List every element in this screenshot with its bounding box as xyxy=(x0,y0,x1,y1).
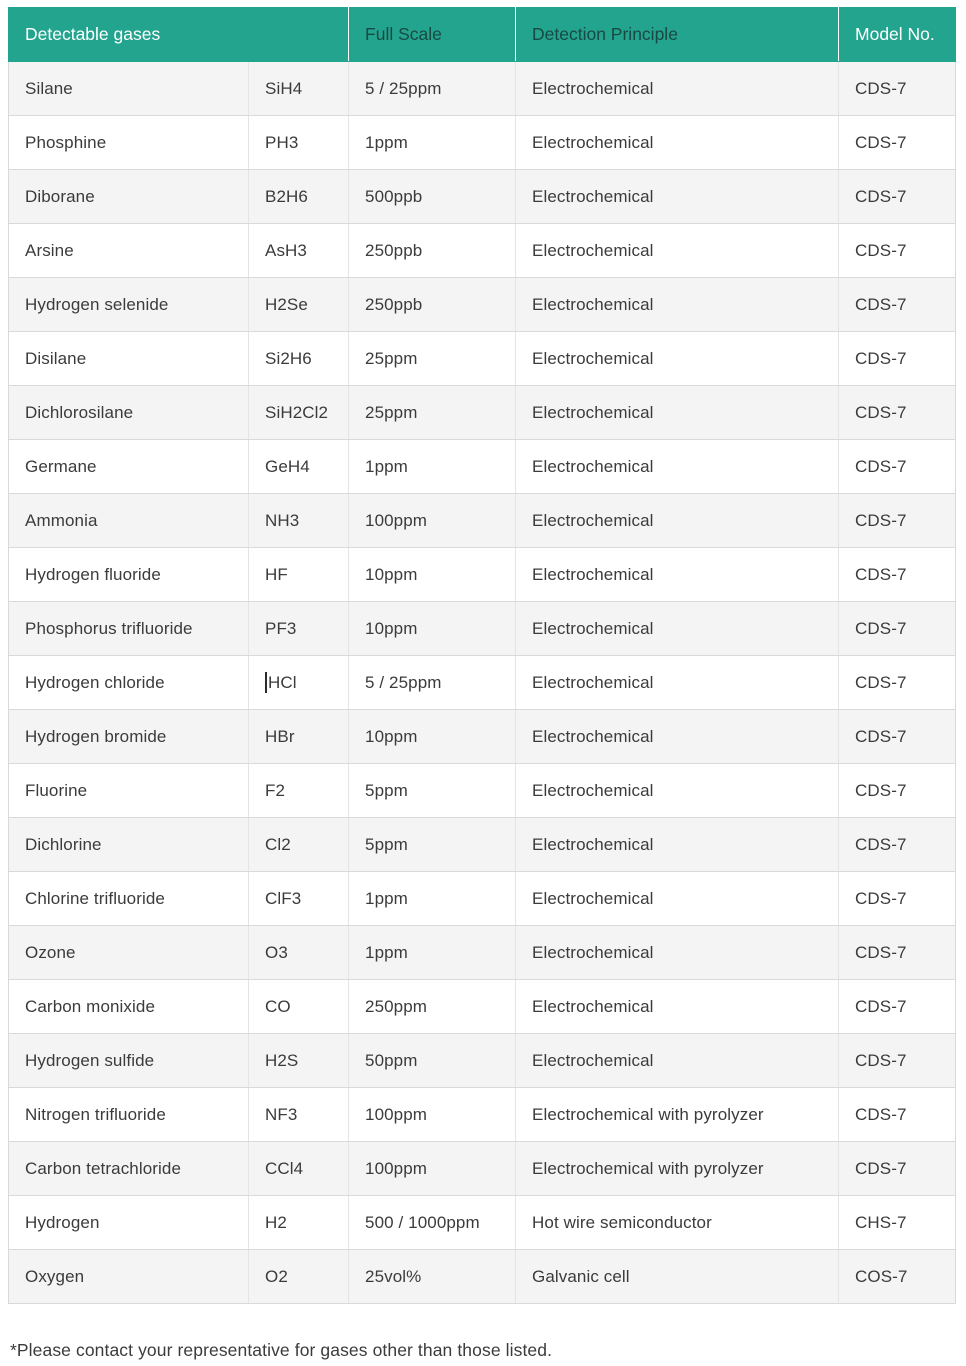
cell-chemical-formula: HBr xyxy=(249,710,349,764)
cell-detection-principle: Electrochemical xyxy=(516,440,839,494)
cell-chemical-formula: O2 xyxy=(249,1250,349,1304)
cell-model-no: CDS-7 xyxy=(839,818,956,872)
cell-detection-principle: Galvanic cell xyxy=(516,1250,839,1304)
cell-gas-name: Phosphorus trifluoride xyxy=(9,602,249,656)
cell-chemical-formula: PH3 xyxy=(249,116,349,170)
table-body xyxy=(9,62,956,1304)
cell-full-scale: 100ppm xyxy=(349,494,516,548)
cell-gas-name: Silane xyxy=(9,62,249,116)
gas-specification-page xyxy=(0,7,966,1366)
cell-chemical-formula: H2Se xyxy=(249,278,349,332)
cell-chemical-formula: F2 xyxy=(249,764,349,818)
detectable-gases-table xyxy=(8,7,956,1304)
cell-detection-principle: Electrochemical xyxy=(516,494,839,548)
table-row xyxy=(9,1088,956,1142)
cell-detection-principle: Electrochemical xyxy=(516,170,839,224)
table-row xyxy=(9,1196,956,1250)
table-row xyxy=(9,1034,956,1088)
cell-full-scale: 5 / 25ppm xyxy=(349,62,516,116)
cell-detection-principle: Electrochemical xyxy=(516,278,839,332)
table-row xyxy=(9,656,956,710)
table-row xyxy=(9,764,956,818)
cell-full-scale: 100ppm xyxy=(349,1088,516,1142)
cell-gas-name: Hydrogen selenide xyxy=(9,278,249,332)
cell-full-scale: 1ppm xyxy=(349,926,516,980)
cell-chemical-formula: NH3 xyxy=(249,494,349,548)
cell-gas-name: Fluorine xyxy=(9,764,249,818)
cell-full-scale: 50ppm xyxy=(349,1034,516,1088)
cell-gas-name: Hydrogen bromide xyxy=(9,710,249,764)
table-row xyxy=(9,1142,956,1196)
cell-model-no: CDS-7 xyxy=(839,440,956,494)
cell-detection-principle: Electrochemical xyxy=(516,548,839,602)
cell-detection-principle: Electrochemical xyxy=(516,980,839,1034)
cell-model-no: CDS-7 xyxy=(839,386,956,440)
cell-chemical-formula: AsH3 xyxy=(249,224,349,278)
cell-detection-principle: Electrochemical xyxy=(516,764,839,818)
cell-model-no: CDS-7 xyxy=(839,926,956,980)
cell-gas-name: Diborane xyxy=(9,170,249,224)
cell-full-scale: 5ppm xyxy=(349,818,516,872)
cell-full-scale: 1ppm xyxy=(349,872,516,926)
cell-model-no: CDS-7 xyxy=(839,494,956,548)
cell-full-scale: 250ppm xyxy=(349,980,516,1034)
cell-detection-principle: Electrochemical xyxy=(516,656,839,710)
cell-full-scale: 10ppm xyxy=(349,710,516,764)
cell-chemical-formula: CO xyxy=(249,980,349,1034)
cell-model-no: CDS-7 xyxy=(839,1034,956,1088)
cell-full-scale: 25ppm xyxy=(349,332,516,386)
cell-model-no: CDS-7 xyxy=(839,980,956,1034)
cell-full-scale: 250ppb xyxy=(349,278,516,332)
text-cursor-caret xyxy=(265,672,267,693)
column-header-detection-principle: Detection Principle xyxy=(516,8,839,62)
table-row xyxy=(9,602,956,656)
cell-detection-principle: Electrochemical xyxy=(516,602,839,656)
cell-gas-name: Chlorine trifluoride xyxy=(9,872,249,926)
cell-gas-name: Hydrogen xyxy=(9,1196,249,1250)
cell-model-no: CDS-7 xyxy=(839,116,956,170)
cell-detection-principle: Hot wire semiconductor xyxy=(516,1196,839,1250)
cell-chemical-formula: B2H6 xyxy=(249,170,349,224)
cell-full-scale: 100ppm xyxy=(349,1142,516,1196)
table-row xyxy=(9,170,956,224)
column-header-detectable-gases: Detectable gases xyxy=(9,8,349,62)
column-header-full-scale: Full Scale xyxy=(349,8,516,62)
cell-full-scale: 250ppb xyxy=(349,224,516,278)
cell-gas-name: Oxygen xyxy=(9,1250,249,1304)
cell-full-scale: 25vol% xyxy=(349,1250,516,1304)
cell-model-no: CDS-7 xyxy=(839,332,956,386)
cell-chemical-formula: Si2H6 xyxy=(249,332,349,386)
cell-gas-name: Nitrogen trifluoride xyxy=(9,1088,249,1142)
cell-detection-principle: Electrochemical xyxy=(516,332,839,386)
cell-model-no: CDS-7 xyxy=(839,62,956,116)
cell-detection-principle: Electrochemical xyxy=(516,872,839,926)
cell-full-scale: 25ppm xyxy=(349,386,516,440)
table-header xyxy=(9,8,956,62)
table-row xyxy=(9,872,956,926)
table-row xyxy=(9,926,956,980)
cell-full-scale: 1ppm xyxy=(349,440,516,494)
cell-detection-principle: Electrochemical xyxy=(516,818,839,872)
cell-model-no: CDS-7 xyxy=(839,1088,956,1142)
cell-full-scale: 10ppm xyxy=(349,602,516,656)
cell-chemical-formula: NF3 xyxy=(249,1088,349,1142)
cell-model-no: CDS-7 xyxy=(839,548,956,602)
table-row xyxy=(9,386,956,440)
cell-full-scale: 5 / 25ppm xyxy=(349,656,516,710)
cell-detection-principle: Electrochemical with pyrolyzer xyxy=(516,1088,839,1142)
cell-gas-name: Carbon monixide xyxy=(9,980,249,1034)
cell-gas-name: Ammonia xyxy=(9,494,249,548)
cell-detection-principle: Electrochemical xyxy=(516,710,839,764)
cell-chemical-formula: O3 xyxy=(249,926,349,980)
cell-chemical-formula: HCl xyxy=(249,656,349,710)
cell-chemical-formula: H2 xyxy=(249,1196,349,1250)
table-row xyxy=(9,980,956,1034)
table-header-row xyxy=(9,8,956,62)
cell-detection-principle: Electrochemical xyxy=(516,926,839,980)
cell-chemical-formula: SiH4 xyxy=(249,62,349,116)
cell-model-no: CDS-7 xyxy=(839,872,956,926)
cell-full-scale: 500ppb xyxy=(349,170,516,224)
cell-detection-principle: Electrochemical xyxy=(516,224,839,278)
cell-chemical-formula: CCl4 xyxy=(249,1142,349,1196)
cell-model-no: CDS-7 xyxy=(839,1142,956,1196)
cell-chemical-formula: PF3 xyxy=(249,602,349,656)
cell-model-no: CDS-7 xyxy=(839,656,956,710)
cell-gas-name: Disilane xyxy=(9,332,249,386)
cell-chemical-formula: HF xyxy=(249,548,349,602)
table-row xyxy=(9,440,956,494)
cell-gas-name: Hydrogen chloride xyxy=(9,656,249,710)
cell-model-no: CDS-7 xyxy=(839,764,956,818)
cell-detection-principle: Electrochemical with pyrolyzer xyxy=(516,1142,839,1196)
table-row xyxy=(9,278,956,332)
cell-detection-principle: Electrochemical xyxy=(516,386,839,440)
table-row xyxy=(9,818,956,872)
cell-full-scale: 500 / 1000ppm xyxy=(349,1196,516,1250)
cell-model-no: COS-7 xyxy=(839,1250,956,1304)
table-row xyxy=(9,116,956,170)
cell-gas-name: Germane xyxy=(9,440,249,494)
cell-gas-name: Hydrogen fluoride xyxy=(9,548,249,602)
cell-gas-name: Arsine xyxy=(9,224,249,278)
cell-detection-principle: Electrochemical xyxy=(516,62,839,116)
cell-model-no: CDS-7 xyxy=(839,278,956,332)
footnote: *Please contact your representative for gases other than those listed. xyxy=(10,1340,553,1360)
table-row xyxy=(9,1250,956,1304)
table-row xyxy=(9,710,956,764)
cell-model-no: CDS-7 xyxy=(839,170,956,224)
cell-gas-name: Ozone xyxy=(9,926,249,980)
cell-chemical-formula: ClF3 xyxy=(249,872,349,926)
cell-detection-principle: Electrochemical xyxy=(516,116,839,170)
cell-model-no: CHS-7 xyxy=(839,1196,956,1250)
cell-chemical-formula: H2S xyxy=(249,1034,349,1088)
cell-gas-name: Dichlorosilane xyxy=(9,386,249,440)
cell-model-no: CDS-7 xyxy=(839,602,956,656)
column-header-model-no: Model No. xyxy=(839,8,956,62)
table-row xyxy=(9,494,956,548)
cell-full-scale: 10ppm xyxy=(349,548,516,602)
cell-chemical-formula: Cl2 xyxy=(249,818,349,872)
table-row xyxy=(9,548,956,602)
cell-gas-name: Hydrogen sulfide xyxy=(9,1034,249,1088)
cell-detection-principle: Electrochemical xyxy=(516,1034,839,1088)
table-row xyxy=(9,62,956,116)
cell-chemical-formula: SiH2Cl2 xyxy=(249,386,349,440)
cell-full-scale: 5ppm xyxy=(349,764,516,818)
cell-gas-name: Carbon tetrachloride xyxy=(9,1142,249,1196)
table-row xyxy=(9,224,956,278)
cell-chemical-formula: GeH4 xyxy=(249,440,349,494)
cell-gas-name: Dichlorine xyxy=(9,818,249,872)
table-row xyxy=(9,332,956,386)
cell-model-no: CDS-7 xyxy=(839,224,956,278)
cell-gas-name: Phosphine xyxy=(9,116,249,170)
cell-model-no: CDS-7 xyxy=(839,710,956,764)
cell-full-scale: 1ppm xyxy=(349,116,516,170)
